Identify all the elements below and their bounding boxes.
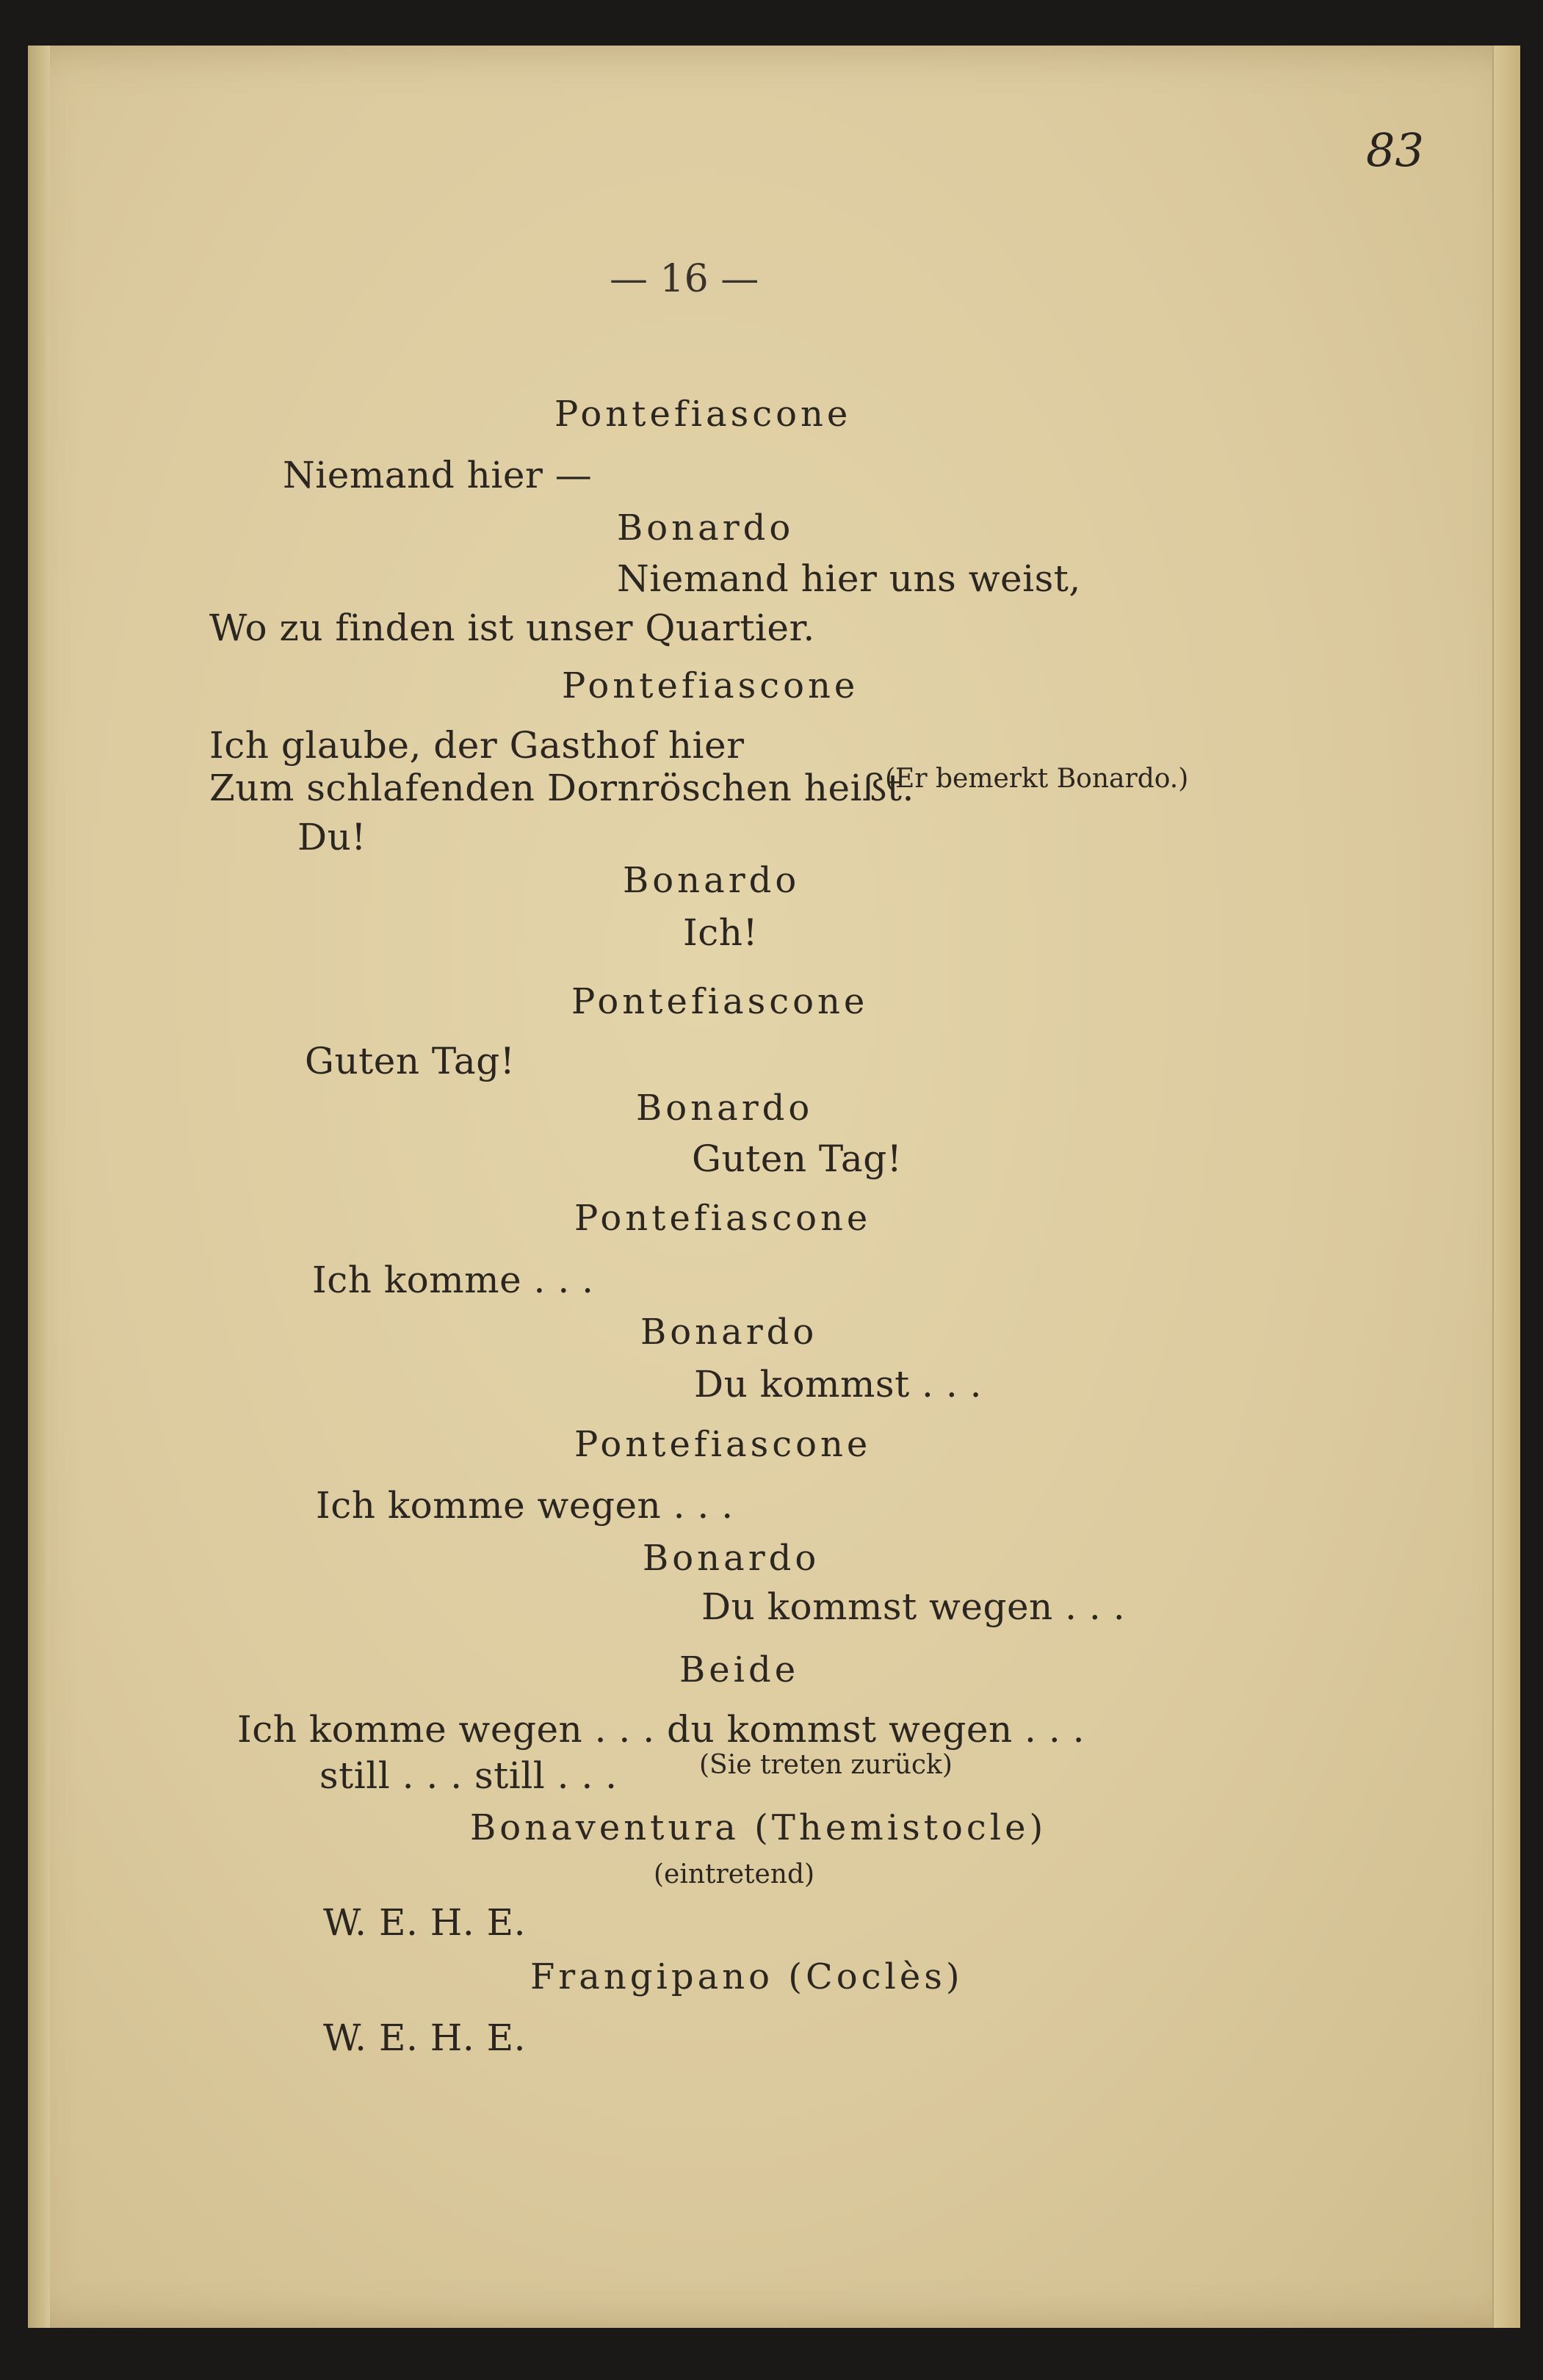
speaker-name: Frangipano (Coclès) (530, 1956, 964, 1997)
verse-line: Du kommst wegen . . . (701, 1585, 1126, 1628)
verse-line: W. E. H. E. (323, 2017, 527, 2059)
speaker-name: Pontefiascone (574, 1424, 872, 1465)
speaker-name: Beide (679, 1649, 800, 1690)
speaker-name: Pontefiascone (571, 981, 869, 1022)
stage-direction: (Sie treten zurück) (699, 1750, 953, 1780)
verse-line: W. E. H. E. (323, 1901, 527, 1944)
speaker-name: Bonardo (643, 1538, 820, 1579)
verse-line: Wo zu finden ist unser Quartier. (209, 607, 815, 649)
verse-line: Guten Tag! (692, 1137, 903, 1180)
verse-line: Ich! (683, 911, 759, 954)
speaker-name: Bonardo (640, 1312, 818, 1353)
stage-direction: (Er bemerkt Bonardo.) (885, 764, 1189, 794)
speaker-name: Bonardo (617, 507, 795, 549)
page-binding (28, 46, 50, 2328)
stage-direction: (eintretend) (654, 1859, 815, 1889)
speaker-name: Pontefiascone (574, 1198, 872, 1239)
verse-line: Ich glaube, der Gasthof hier (209, 724, 745, 767)
speaker-name: Pontefiascone (554, 394, 852, 435)
verse-line: Niemand hier uns weist, (617, 557, 1081, 600)
verse-line: Guten Tag! (305, 1040, 516, 1082)
verse-line: still . . . still . . . (319, 1754, 618, 1797)
speaker-name: Bonardo (623, 860, 801, 901)
page-edge (1492, 46, 1520, 2328)
verse-line: Du kommst . . . (694, 1363, 983, 1406)
verse-line: Ich komme wegen . . . (316, 1484, 734, 1527)
verse-line: Du! (297, 816, 366, 858)
folio-number: 83 (1366, 123, 1424, 177)
verse-line: Ich komme wegen . . . du kommst wegen . . . (237, 1708, 1085, 1751)
page-number: — 16 — (610, 257, 759, 301)
speaker-name: Pontefiascone (562, 665, 859, 706)
verse-line: Niemand hier — (283, 454, 593, 496)
speaker-name: Bonaventura (Themistocle) (470, 1807, 1047, 1848)
speaker-name: Bonardo (636, 1088, 814, 1129)
verse-line: Ich komme . . . (312, 1259, 594, 1301)
verse-line: Zum schlafenden Dornröschen heißt. (209, 767, 914, 809)
